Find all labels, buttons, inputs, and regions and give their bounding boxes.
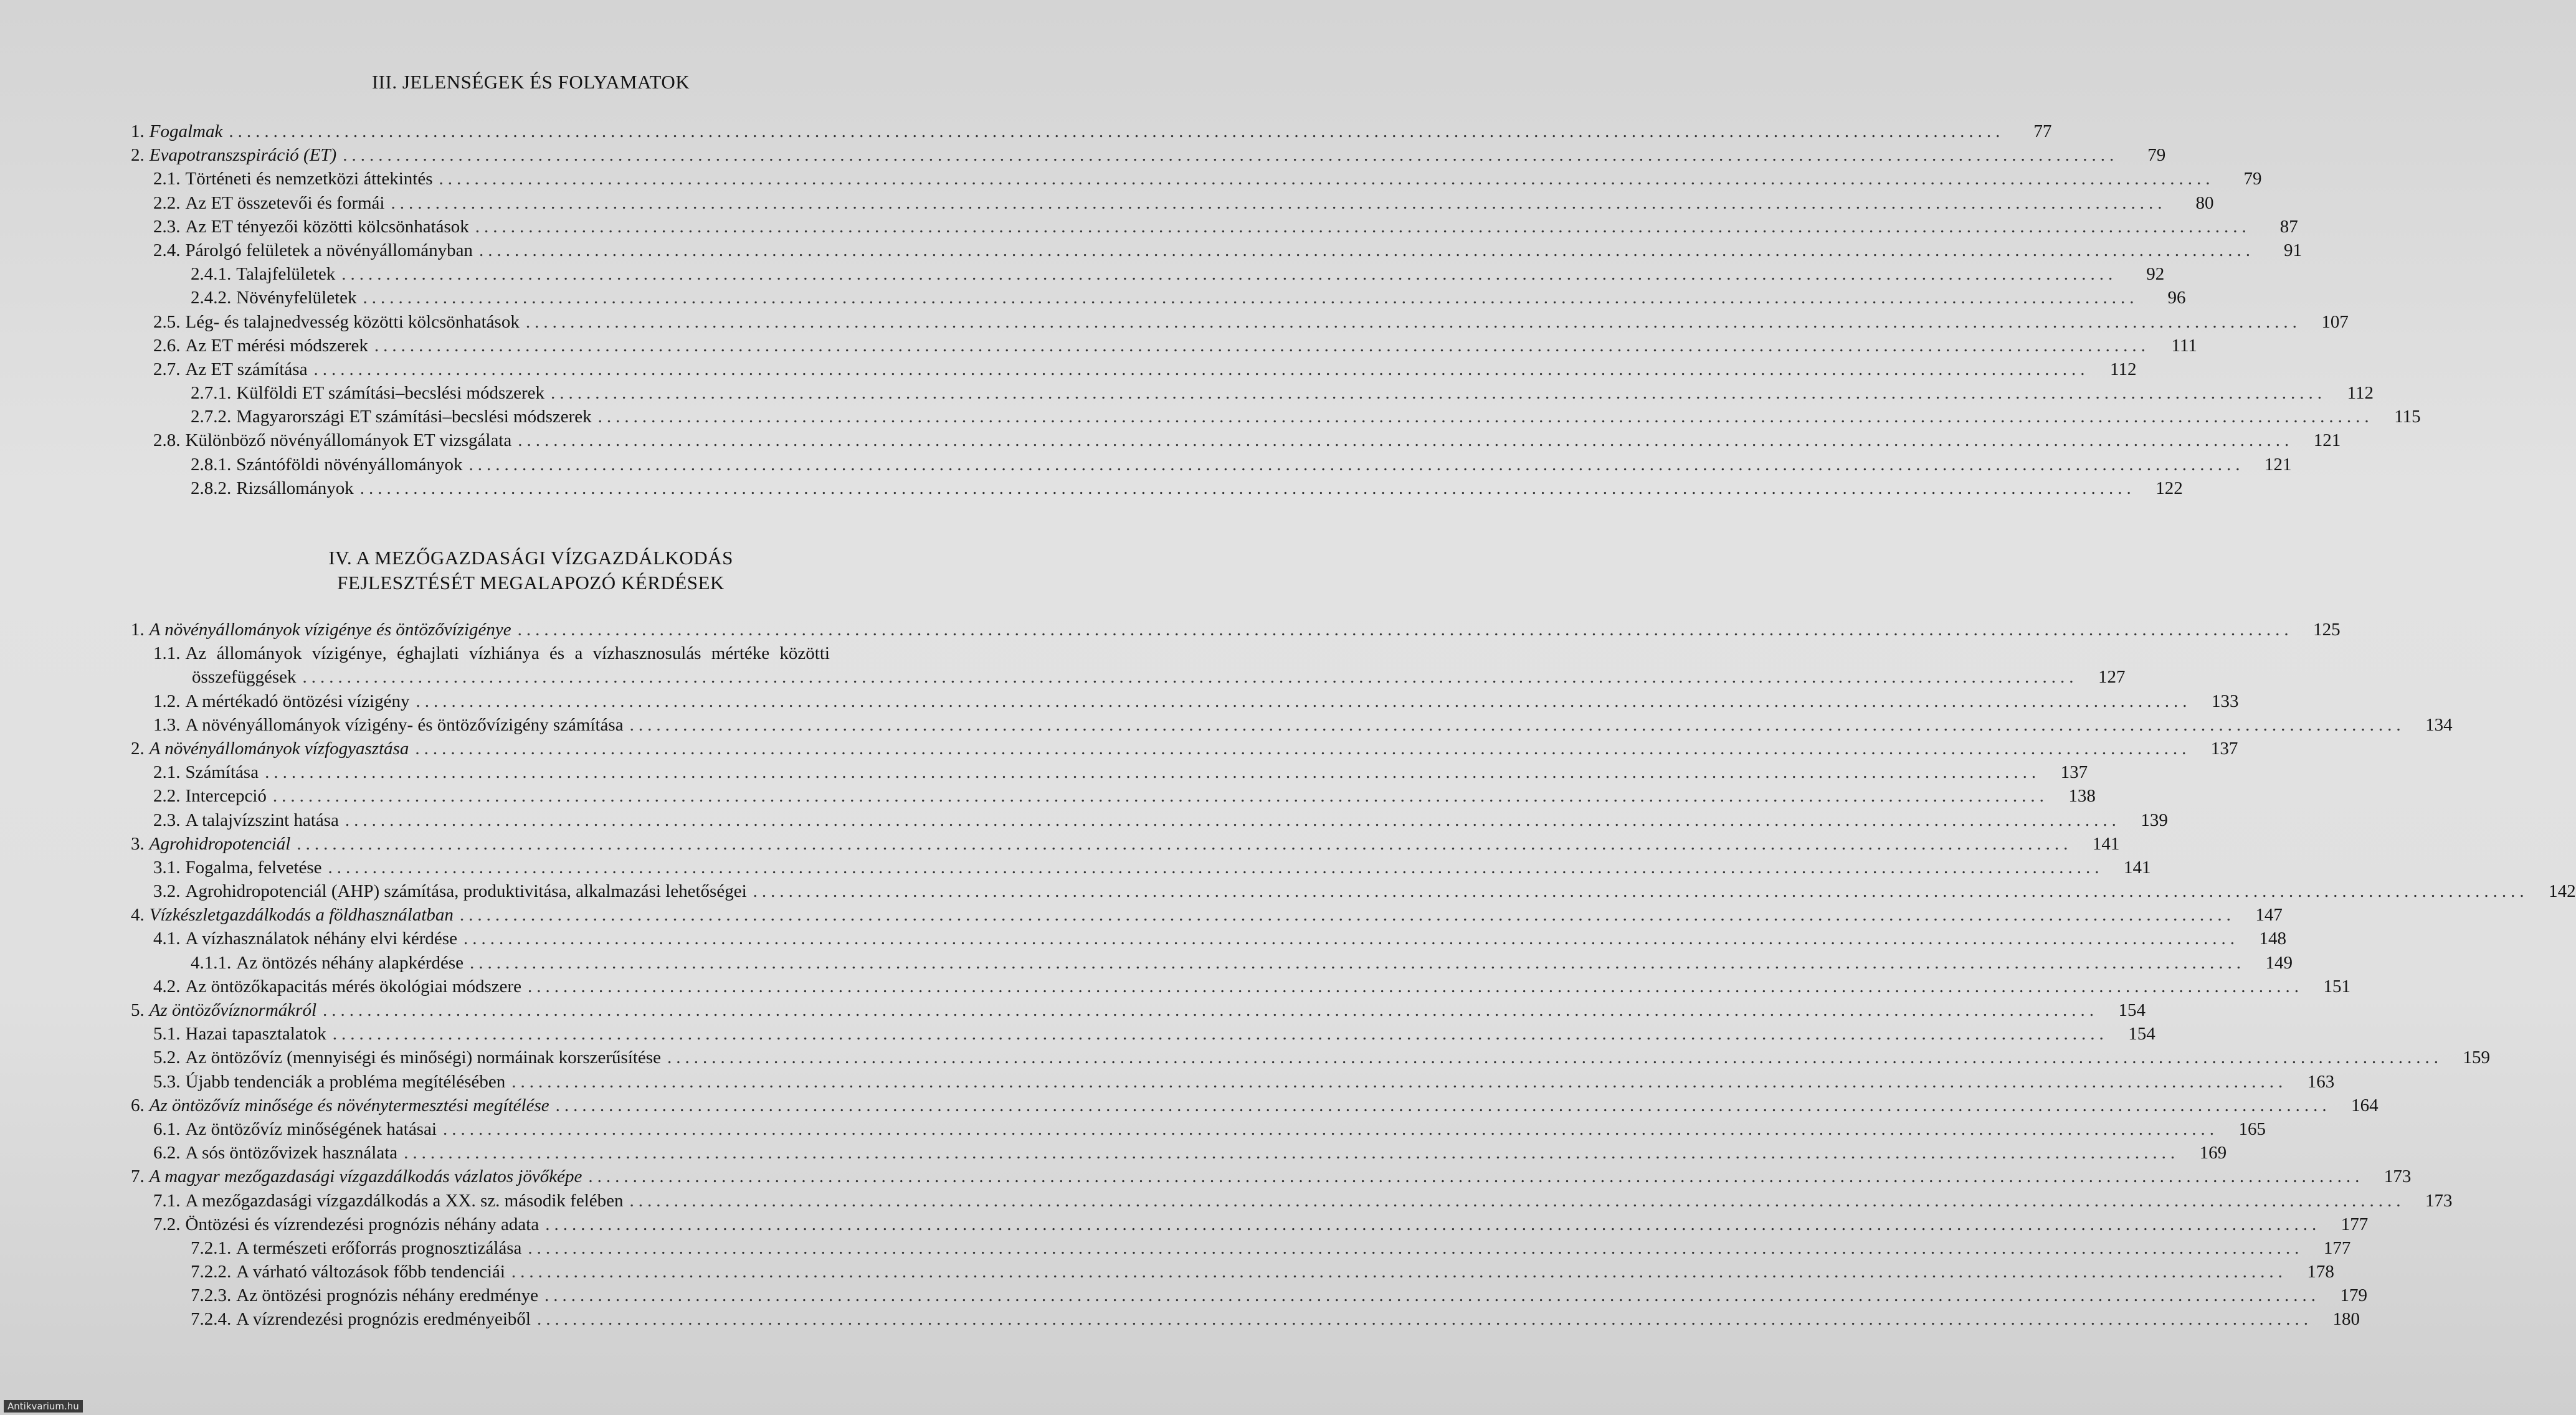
toc-title: Fogalma, felvetése bbox=[185, 857, 322, 878]
toc-title: Evapotranszspiráció (ET) bbox=[149, 145, 337, 166]
toc-entry bbox=[131, 167, 2262, 191]
toc-number: 4.1.1. bbox=[191, 952, 232, 973]
leader-dots: ........................................................................................................................................................................................................ bbox=[528, 1238, 2304, 1258]
toc-title: Külföldi ET számítási–becslési módszerek bbox=[236, 383, 545, 404]
toc-number: 2.8. bbox=[153, 430, 181, 451]
toc-page: 96 bbox=[2167, 288, 2186, 308]
toc-title: Magyarországi ET számítási–becslési módszerek bbox=[236, 407, 592, 427]
toc-entry bbox=[131, 334, 2197, 357]
leader-dots: ........................................................................................................................................................................................................ bbox=[323, 1000, 2098, 1020]
toc-entry bbox=[131, 689, 2239, 713]
toc-number: 1. bbox=[131, 620, 145, 640]
toc-entry bbox=[131, 405, 2421, 428]
leader-dots: ........................................................................................................................................................................................................ bbox=[391, 192, 2167, 213]
toc-title: Növényfelületek bbox=[236, 288, 357, 308]
toc-page: 115 bbox=[2394, 407, 2421, 427]
toc-title: Vízkészletgazdálkodás a földhasználatban bbox=[149, 905, 454, 925]
toc-page: 177 bbox=[2323, 1238, 2351, 1258]
leader-dots: ........................................................................................................................................................................................................ bbox=[544, 1285, 2321, 1306]
leader-dots: ........................................................................................................................................................................................................ bbox=[478, 240, 2255, 260]
toc-number: 1.2. bbox=[153, 691, 181, 711]
toc-number: 2.7.2. bbox=[191, 407, 232, 427]
toc-number: 1.3. bbox=[153, 714, 181, 735]
toc-title: A növényállományok vízfogyasztása bbox=[149, 738, 409, 759]
toc-entry bbox=[131, 903, 2283, 927]
toc-page: 79 bbox=[2147, 145, 2166, 166]
toc-number: 2.4. bbox=[153, 240, 181, 260]
toc-title: A várható változások főbb tendenciái bbox=[236, 1262, 505, 1282]
toc-title: Intercepció bbox=[185, 786, 267, 807]
toc-number: 2.1. bbox=[153, 762, 181, 783]
toc-title: Az ET számítása bbox=[185, 359, 308, 379]
toc-number: 2.8.2. bbox=[191, 478, 232, 498]
leader-dots: ........................................................................................................................................................................................................ bbox=[518, 430, 2294, 451]
toc-title: Az öntözési prognózis néhány eredménye bbox=[236, 1285, 539, 1306]
toc-page: 121 bbox=[2265, 454, 2292, 475]
toc-entry bbox=[131, 1213, 2369, 1236]
toc-page: 148 bbox=[2259, 929, 2286, 949]
leader-dots: ........................................................................................................................................................................................................ bbox=[525, 311, 2301, 332]
toc-page: 127 bbox=[2098, 667, 2126, 688]
toc-title: A növényállományok vízigénye és öntözővízigénye bbox=[149, 620, 511, 640]
toc-title: Fogalmak bbox=[149, 121, 223, 141]
leader-dots: ........................................................................................................................................................................................................ bbox=[536, 1309, 2312, 1330]
toc-number: 4. bbox=[131, 905, 145, 925]
toc-entry bbox=[131, 832, 2120, 856]
leader-dots: ........................................................................................................................................................................................................ bbox=[463, 929, 2239, 949]
section-4-title-line1: IV. A MEZŐGAZDASÁGI VÍZGAZDÁLKODÁS bbox=[328, 547, 733, 569]
toc-number: 7.2. bbox=[153, 1214, 181, 1234]
toc-entry bbox=[131, 808, 2168, 832]
toc-entry bbox=[131, 1046, 2490, 1069]
leader-dots: ........................................................................................................................................................................................................ bbox=[416, 691, 2192, 711]
toc-entry bbox=[131, 784, 2096, 808]
toc-title: Lég- és talajnedvesség közötti kölcsönhatások bbox=[185, 311, 520, 332]
leader-dots: ........................................................................................................................................................................................................ bbox=[555, 1095, 2331, 1115]
toc-page: 107 bbox=[2321, 311, 2349, 332]
toc-title: Az ET összetevői és formái bbox=[185, 192, 385, 213]
toc-title: A vízrendezési prognózis eredményeiből bbox=[236, 1309, 531, 1330]
leader-dots: ........................................................................................................................................................................................................ bbox=[265, 762, 2041, 783]
leader-dots: ........................................................................................................................................................................................................ bbox=[313, 359, 2089, 379]
section-4-title-line2: FEJLESZTÉSÉT MEGALAPOZÓ KÉRDÉSEK bbox=[337, 572, 725, 594]
toc-number: 5.2. bbox=[153, 1048, 181, 1068]
toc-number: 3.1. bbox=[153, 857, 181, 878]
leader-dots: ........................................................................................................................................................................................................ bbox=[459, 905, 2235, 925]
leader-dots: ........................................................................................................................................................................................................ bbox=[528, 976, 2304, 996]
toc-page: 154 bbox=[2128, 1024, 2155, 1044]
toc-number: 7. bbox=[131, 1167, 145, 1187]
toc-page: 179 bbox=[2340, 1285, 2368, 1306]
toc-entry-continuation bbox=[131, 665, 2126, 689]
toc-page: 169 bbox=[2199, 1143, 2227, 1163]
toc-number: 7.2.2. bbox=[191, 1262, 232, 1282]
leader-dots: ........................................................................................................................................................................................................ bbox=[753, 881, 2529, 902]
leader-dots: ........................................................................................................................................................................................................ bbox=[475, 216, 2251, 237]
toc-title: Az öntözővíznormákról bbox=[149, 1000, 316, 1020]
toc-number: 7.2.4. bbox=[191, 1309, 232, 1330]
toc-page: 163 bbox=[2307, 1071, 2335, 1092]
toc-entry bbox=[131, 215, 2298, 239]
toc-number: 5. bbox=[131, 1000, 145, 1020]
toc-entry bbox=[131, 262, 2165, 286]
leader-dots: ........................................................................................................................................................................................................ bbox=[363, 288, 2139, 308]
toc-number: 2.8.1. bbox=[191, 454, 232, 475]
leader-dots: ........................................................................................................................................................................................................ bbox=[545, 1214, 2321, 1234]
leader-dots: ........................................................................................................................................................................................................ bbox=[341, 264, 2117, 285]
toc-entry bbox=[131, 618, 2341, 641]
toc-entry bbox=[131, 1284, 2368, 1307]
leader-dots: ........................................................................................................................................................................................................ bbox=[332, 1024, 2108, 1044]
toc-title: A növényállományok vízigény- és öntözővízigény számítása bbox=[185, 714, 624, 735]
toc-number: 2. bbox=[131, 738, 145, 759]
toc-number: 1. bbox=[131, 121, 145, 141]
toc-entry bbox=[131, 1022, 2155, 1046]
toc-entry bbox=[131, 760, 2088, 784]
toc-title: Számítása bbox=[185, 762, 259, 783]
toc-title: Történeti és nemzetközi áttekintés bbox=[185, 169, 433, 189]
toc-page: 177 bbox=[2341, 1214, 2369, 1234]
toc-number: 6. bbox=[131, 1095, 145, 1115]
toc-number: 1.1. bbox=[153, 643, 181, 664]
leader-dots: ........................................................................................................................................................................................................ bbox=[359, 478, 2136, 498]
leader-dots: ........................................................................................................................................................................................................ bbox=[597, 407, 2374, 427]
toc-title: Hazai tapasztalatok bbox=[185, 1024, 326, 1044]
toc-number: 2.7.1. bbox=[191, 383, 232, 404]
toc-page: 80 bbox=[2195, 192, 2214, 213]
section-3-toc bbox=[131, 120, 2421, 500]
toc-number: 2.7. bbox=[153, 359, 181, 379]
toc-page: 125 bbox=[2313, 620, 2341, 640]
leader-dots: ........................................................................................................................................................................................................ bbox=[328, 857, 2104, 878]
toc-entry bbox=[131, 856, 2151, 879]
toc-page: 147 bbox=[2255, 905, 2283, 925]
toc-entry bbox=[131, 975, 2351, 998]
leader-dots: ........................................................................................................................................................................................................ bbox=[667, 1048, 2443, 1068]
toc-title-line1: Az állományok vízigénye, éghajlati vízhiánya és a vízhasznosulás mértéke közötti bbox=[185, 643, 830, 664]
toc-title: Párolgó felületek a növényállományban bbox=[185, 240, 473, 260]
leader-dots: ........................................................................................................................................................................................................ bbox=[345, 810, 2121, 830]
toc-entry bbox=[131, 1094, 2379, 1117]
toc-entry-wrapped bbox=[131, 641, 1003, 665]
toc-title: Az ET mérési módszerek bbox=[185, 335, 368, 356]
toc-page: 137 bbox=[2210, 738, 2238, 759]
toc-entry bbox=[131, 476, 2183, 500]
toc-entry bbox=[131, 1236, 2351, 1260]
toc-title: A sós öntözővizek használata bbox=[185, 1143, 398, 1163]
toc-entry bbox=[131, 1307, 2360, 1331]
toc-entry bbox=[131, 951, 2293, 975]
toc-title: Rizsállományok bbox=[236, 478, 354, 498]
toc-title: Agrohidropotenciál bbox=[149, 833, 291, 854]
leader-dots: ........................................................................................................................................................................................................ bbox=[415, 738, 2191, 759]
toc-title: A vízhasználatok néhány elvi kérdése bbox=[185, 929, 457, 949]
toc-page: 134 bbox=[2425, 714, 2453, 735]
toc-number: 2.4.1. bbox=[191, 264, 232, 285]
section-4-toc bbox=[131, 618, 2576, 1332]
toc-page: 122 bbox=[2155, 478, 2183, 498]
toc-number: 2.4.2. bbox=[191, 288, 232, 308]
toc-page: 121 bbox=[2313, 430, 2341, 451]
toc-number: 3.2. bbox=[153, 881, 181, 902]
toc-entry bbox=[131, 143, 2166, 167]
toc-title: Talajfelületek bbox=[236, 264, 336, 285]
toc-title: A mértékadó öntözési vízigény bbox=[185, 691, 410, 711]
toc-page: 133 bbox=[2211, 691, 2239, 711]
toc-page: 165 bbox=[2238, 1119, 2266, 1139]
toc-page: 151 bbox=[2323, 976, 2351, 996]
toc-number: 6.2. bbox=[153, 1143, 181, 1163]
toc-page: 141 bbox=[2124, 857, 2151, 878]
toc-page: 149 bbox=[2265, 952, 2293, 973]
leader-dots: ........................................................................................................................................................................................................ bbox=[517, 620, 2293, 640]
toc-title: Az ET tényezői közötti kölcsönhatások bbox=[185, 216, 469, 237]
toc-entry bbox=[131, 927, 2286, 950]
toc-page: 137 bbox=[2060, 762, 2088, 783]
toc-entry bbox=[131, 1141, 2227, 1165]
toc-title: A mezőgazdasági vízgazdálkodás a XX. sz. második felében bbox=[185, 1190, 624, 1211]
toc-entry bbox=[131, 239, 2302, 262]
toc-title: Az öntözőkapacitás mérés ökológiai módszere bbox=[185, 976, 522, 996]
toc-entry bbox=[131, 191, 2214, 215]
leader-dots: ........................................................................................................................................................................................................ bbox=[229, 121, 2005, 141]
toc-page: 92 bbox=[2146, 264, 2165, 285]
leader-dots: ........................................................................................................................................................................................................ bbox=[374, 335, 2150, 356]
toc-title: Szántóföldi növényállományok bbox=[236, 454, 463, 475]
leader-dots: ........................................................................................................................................................................................................ bbox=[439, 169, 2215, 189]
toc-title: A magyar mezőgazdasági vízgazdálkodás vázlatos jövőképe bbox=[149, 1167, 582, 1187]
leader-dots: ........................................................................................................................................................................................................ bbox=[629, 1190, 2405, 1211]
toc-page: 178 bbox=[2307, 1262, 2334, 1282]
toc-page: 173 bbox=[2425, 1190, 2453, 1211]
toc-page: 154 bbox=[2118, 1000, 2146, 1020]
leader-dots: ........................................................................................................................................................................................................ bbox=[297, 833, 2073, 854]
toc-entry bbox=[131, 428, 2341, 452]
toc-page: 111 bbox=[2171, 335, 2197, 356]
leader-dots: ........................................................................................................................................................................................................ bbox=[511, 1262, 2287, 1282]
toc-number: 4.1. bbox=[153, 929, 181, 949]
leader-dots: ........................................................................................................................................................................................................ bbox=[343, 145, 2119, 166]
toc-number: 2.3. bbox=[153, 810, 181, 830]
toc-entry bbox=[131, 310, 2349, 334]
toc-page: 138 bbox=[2068, 786, 2096, 807]
leader-dots: ........................................................................................................................................................................................................ bbox=[551, 383, 2327, 404]
toc-page: 173 bbox=[2384, 1167, 2412, 1187]
toc-number: 2.2. bbox=[153, 192, 181, 213]
toc-number: 5.3. bbox=[153, 1071, 181, 1092]
toc-entry bbox=[131, 286, 2186, 310]
toc-title: Különböző növényállományok ET vizsgálata bbox=[185, 430, 512, 451]
toc-number: 7.1. bbox=[153, 1190, 181, 1211]
toc-number: 6.1. bbox=[153, 1119, 181, 1139]
toc-page: 159 bbox=[2463, 1048, 2490, 1068]
toc-number: 7.2.3. bbox=[191, 1285, 232, 1306]
leader-dots: ........................................................................................................................................................................................................ bbox=[588, 1167, 2364, 1187]
toc-entry bbox=[131, 453, 2292, 476]
toc-title: Újabb tendenciák a probléma megítélésében bbox=[185, 1071, 506, 1092]
toc-page: 79 bbox=[2243, 169, 2262, 189]
toc-entry bbox=[131, 713, 2453, 737]
watermark: Antikvarium.hu bbox=[4, 1400, 83, 1413]
toc-page: 164 bbox=[2351, 1095, 2379, 1115]
toc-number: 7.2.1. bbox=[191, 1238, 232, 1258]
leader-dots: ........................................................................................................................................................................................................ bbox=[511, 1071, 2288, 1092]
toc-title: A talajvízszint hatása bbox=[185, 810, 339, 830]
toc-title: Az öntözővíz (mennyiségi és minőségi) normáinak korszerűsítése bbox=[185, 1048, 661, 1068]
toc-page: 139 bbox=[2141, 810, 2168, 830]
toc-entry bbox=[131, 998, 2146, 1022]
toc-entry bbox=[131, 1189, 2453, 1213]
toc-entry bbox=[131, 357, 2137, 381]
toc-title: Az öntözővíz minőségének hatásai bbox=[185, 1119, 437, 1139]
leader-dots: ........................................................................................................................................................................................................ bbox=[470, 952, 2246, 973]
leader-dots: ........................................................................................................................................................................................................ bbox=[272, 786, 2048, 807]
toc-number: 4.2. bbox=[153, 976, 181, 996]
toc-title-line2: összefüggések bbox=[192, 667, 297, 688]
toc-title: Az öntözővíz minősége és növénytermesztési megítélése bbox=[149, 1095, 549, 1115]
leader-dots: ........................................................................................................................................................................................................ bbox=[629, 714, 2405, 735]
toc-number: 2.6. bbox=[153, 335, 181, 356]
toc-number: 2.1. bbox=[153, 169, 181, 189]
toc-number: 3. bbox=[131, 833, 145, 854]
toc-title: Az öntözés néhány alapkérdése bbox=[236, 952, 464, 973]
leader-dots: ........................................................................................................................................................................................................ bbox=[302, 667, 2078, 688]
toc-page: 112 bbox=[2110, 359, 2137, 379]
toc-entry bbox=[131, 1117, 2266, 1141]
toc-entry bbox=[131, 1260, 2334, 1284]
toc-page: 141 bbox=[2092, 833, 2120, 854]
toc-title: Öntözési és vízrendezési prognózis néhány adata bbox=[185, 1214, 539, 1234]
toc-number: 2.3. bbox=[153, 216, 181, 237]
leader-dots: ........................................................................................................................................................................................................ bbox=[404, 1143, 2180, 1163]
toc-page: 91 bbox=[2283, 240, 2302, 260]
toc-page: 77 bbox=[2033, 121, 2052, 141]
toc-title: Agrohidropotenciál (AHP) számítása, produktivitása, alkalmazási lehetőségei bbox=[185, 881, 747, 902]
toc-entry bbox=[131, 879, 2576, 903]
toc-entry bbox=[131, 1165, 2412, 1188]
section-3-title: III. JELENSÉGEK ÉS FOLYAMATOK bbox=[371, 71, 690, 93]
leader-dots: ........................................................................................................................................................................................................ bbox=[442, 1119, 2218, 1139]
toc-page: 112 bbox=[2347, 383, 2374, 404]
leader-dots: ........................................................................................................................................................................................................ bbox=[468, 454, 2245, 475]
toc-number: 2.2. bbox=[153, 786, 181, 807]
toc-title: A természeti erőforrás prognosztizálása bbox=[236, 1238, 522, 1258]
toc-number: 2.5. bbox=[153, 311, 181, 332]
toc-number: 5.1. bbox=[153, 1024, 181, 1044]
toc-page: 180 bbox=[2332, 1309, 2360, 1330]
toc-entry bbox=[131, 120, 2052, 143]
toc-entry bbox=[131, 737, 2238, 760]
toc-page: 142 bbox=[2549, 881, 2576, 902]
toc-entry bbox=[131, 1070, 2335, 1094]
toc-number: 2. bbox=[131, 145, 145, 166]
toc-entry bbox=[131, 381, 2374, 405]
toc-page: 87 bbox=[2279, 216, 2298, 237]
